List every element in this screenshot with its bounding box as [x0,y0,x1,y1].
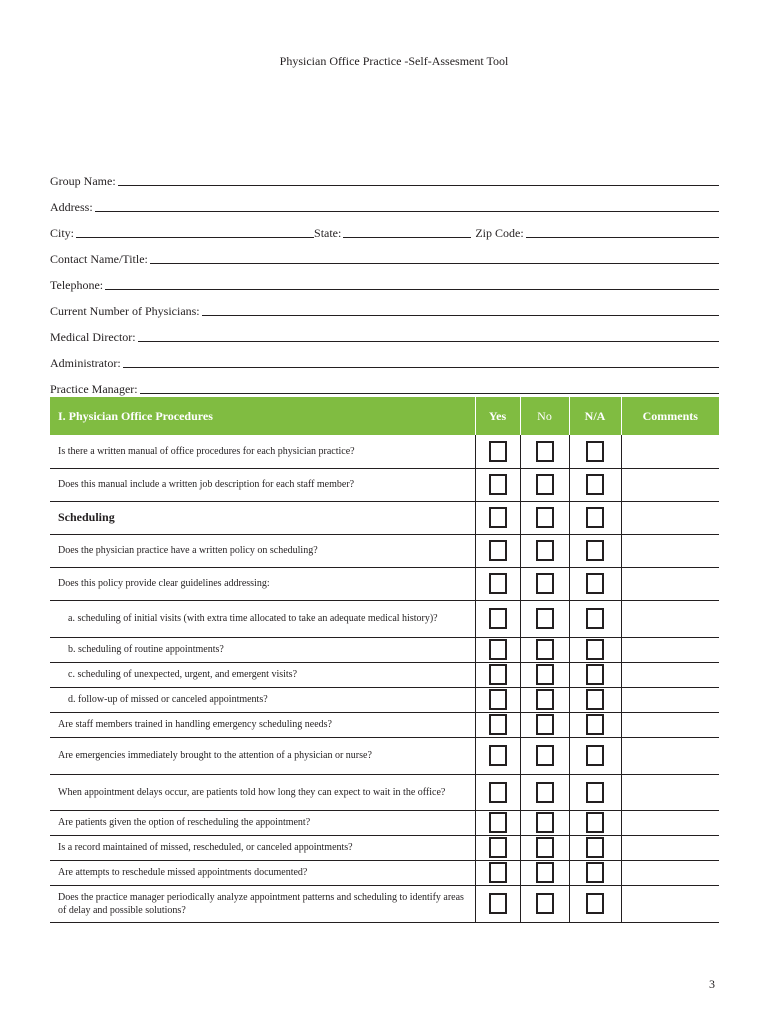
section-heading-scheduling: Scheduling [50,501,475,534]
no-checkbox[interactable] [536,540,554,561]
yes-checkbox[interactable] [489,714,507,735]
na-checkbox[interactable] [586,474,604,495]
medical-director-label: Medical Director: [50,330,136,344]
table-row [50,712,719,737]
yes-checkbox[interactable] [489,540,507,561]
telephone-field[interactable] [105,275,719,290]
table-row [50,435,719,468]
table-row [50,501,719,534]
telephone-row [50,267,719,293]
yes-checkbox[interactable] [489,862,507,883]
address-label: Address: [50,200,93,214]
no-checkbox[interactable] [536,474,554,495]
na-checkbox[interactable] [586,664,604,685]
table-row [50,534,719,567]
table-row [50,860,719,885]
table-row [50,662,719,687]
na-checkbox[interactable] [586,837,604,858]
na-checkbox[interactable] [586,893,604,914]
city-label: City: [50,226,75,240]
comment-cell[interactable] [621,810,719,835]
question-text: Are patients given the option of rescheduling the appointment? [50,810,475,835]
yes-checkbox[interactable] [489,782,507,803]
address-row [50,189,719,215]
na-checkbox[interactable] [586,812,604,833]
na-checkbox[interactable] [586,745,604,766]
na-checkbox[interactable] [586,639,604,660]
no-checkbox[interactable] [536,893,554,914]
no-checkbox[interactable] [536,441,554,462]
na-checkbox[interactable] [586,862,604,883]
question-text: Are attempts to reschedule missed appointments documented? [50,860,475,885]
na-checkbox[interactable] [586,782,604,803]
group-name-label: Group Name: [50,174,116,188]
no-checkbox[interactable] [536,573,554,594]
no-checkbox[interactable] [536,714,554,735]
question-text: When appointment delays occur, are patients told how long they can expect to wait in the office? [50,774,475,810]
no-checkbox[interactable] [536,745,554,766]
table-row [50,774,719,810]
na-checkbox[interactable] [586,608,604,629]
comment-cell[interactable] [621,712,719,737]
question-text: d. follow-up of missed or canceled appointments? [50,687,475,712]
table-row [50,885,719,922]
state-label: State: [314,226,342,240]
yes-checkbox[interactable] [489,893,507,914]
yes-checkbox[interactable] [489,441,507,462]
question-text: Does the physician practice have a written policy on scheduling? [50,534,475,567]
no-checkbox[interactable] [536,812,554,833]
comment-cell[interactable] [621,435,719,468]
yes-checkbox[interactable] [489,812,507,833]
no-checkbox[interactable] [536,639,554,660]
question-text: a. scheduling of initial visits (with extra time allocated to take an adequate medical history)? [68,613,438,624]
table-row [50,600,719,637]
telephone-label: Telephone: [50,278,104,292]
yes-column-header: Yes [475,397,520,435]
na-checkbox[interactable] [586,441,604,462]
city-state-zip-row [50,215,719,241]
group-name-field[interactable] [118,171,719,186]
comment-cell[interactable] [621,737,719,774]
table-row [50,737,719,774]
table-row [50,567,719,600]
table-row [50,687,719,712]
no-checkbox[interactable] [536,608,554,629]
question-text [50,737,475,774]
no-column-header: No [520,397,569,435]
comment-cell[interactable] [621,774,719,810]
medical-director-field[interactable] [138,327,719,342]
question-text: Is a record maintained of missed, rescheduled, or canceled appointments? [50,835,475,860]
comment-cell[interactable] [621,501,719,534]
table-header [50,397,719,435]
yes-checkbox[interactable] [489,507,507,528]
procedures-table [50,397,719,923]
page-number: 3 [709,977,715,991]
na-checkbox[interactable] [586,689,604,710]
yes-checkbox[interactable] [489,689,507,710]
zip-label: Zip Code: [475,226,524,240]
question-text: Are staff members trained in handling emergency scheduling needs? [50,712,475,737]
comments-column-header: Comments [621,397,719,435]
question-text: c. scheduling of unexpected, urgent, and emergent visits? [50,662,475,687]
question-text: Does this manual include a written job description for each staff member? [50,468,475,501]
no-checkbox[interactable] [536,689,554,710]
comment-cell[interactable] [621,567,719,600]
question-text-inner: Are emergencies immediately brought to the attention of a physician or nurse? [58,750,372,761]
comment-cell[interactable] [621,835,719,860]
table-row [50,835,719,860]
no-checkbox[interactable] [536,664,554,685]
yes-checkbox[interactable] [489,664,507,685]
contact-field[interactable] [150,249,719,264]
yes-checkbox[interactable] [489,608,507,629]
state-field[interactable] [343,223,471,238]
administrator-field[interactable] [123,353,719,368]
comment-cell[interactable] [621,885,719,922]
comment-cell[interactable] [621,860,719,885]
comment-cell[interactable] [621,662,719,687]
na-column-header: N/A [569,397,621,435]
question-text: Does the practice manager periodically analyze appointment patterns and scheduling to identify areas of delay and possible solutions? [50,885,475,922]
practice-manager-label: Practice Manager: [50,382,138,396]
city-field[interactable] [76,223,314,238]
physicians-row [50,293,719,319]
table-row [50,810,719,835]
yes-checkbox[interactable] [489,837,507,858]
administrator-label: Administrator: [50,356,121,370]
no-checkbox[interactable] [536,837,554,858]
comment-cell[interactable] [621,600,719,637]
yes-checkbox[interactable] [489,745,507,766]
question-text: b. scheduling of routine appointments? [50,637,475,662]
table-row [50,468,719,501]
no-checkbox[interactable] [536,862,554,883]
na-checkbox[interactable] [586,540,604,561]
group-name-row [50,163,719,189]
medical-director-row [50,319,719,345]
no-checkbox[interactable] [536,782,554,803]
question-text: Is there a written manual of office procedures for each physician practice? [50,435,475,468]
administrator-row [50,345,719,371]
comment-cell[interactable] [621,637,719,662]
page-title: Physician Office Practice -Self-Assesment Tool [279,54,509,68]
address-field[interactable] [95,197,719,212]
na-checkbox[interactable] [586,573,604,594]
yes-checkbox[interactable] [489,474,507,495]
comment-cell[interactable] [621,534,719,567]
yes-checkbox[interactable] [489,639,507,660]
na-checkbox[interactable] [586,714,604,735]
comment-cell[interactable] [621,687,719,712]
question-text: Does this policy provide clear guidelines addressing: [50,567,475,600]
physicians-field[interactable] [202,301,719,316]
practice-manager-row [50,371,719,397]
table-row [50,637,719,662]
yes-checkbox[interactable] [489,573,507,594]
section-title: I. Physician Office Procedures [50,397,475,435]
contact-label: Contact Name/Title: [50,252,148,266]
na-checkbox[interactable] [586,507,604,528]
contact-info-form [50,163,719,397]
zip-field[interactable] [526,223,719,238]
comment-cell[interactable] [621,468,719,501]
physicians-label: Current Number of Physicians: [50,304,200,318]
contact-row [50,241,719,267]
no-checkbox[interactable] [536,507,554,528]
practice-manager-field[interactable] [140,379,719,394]
